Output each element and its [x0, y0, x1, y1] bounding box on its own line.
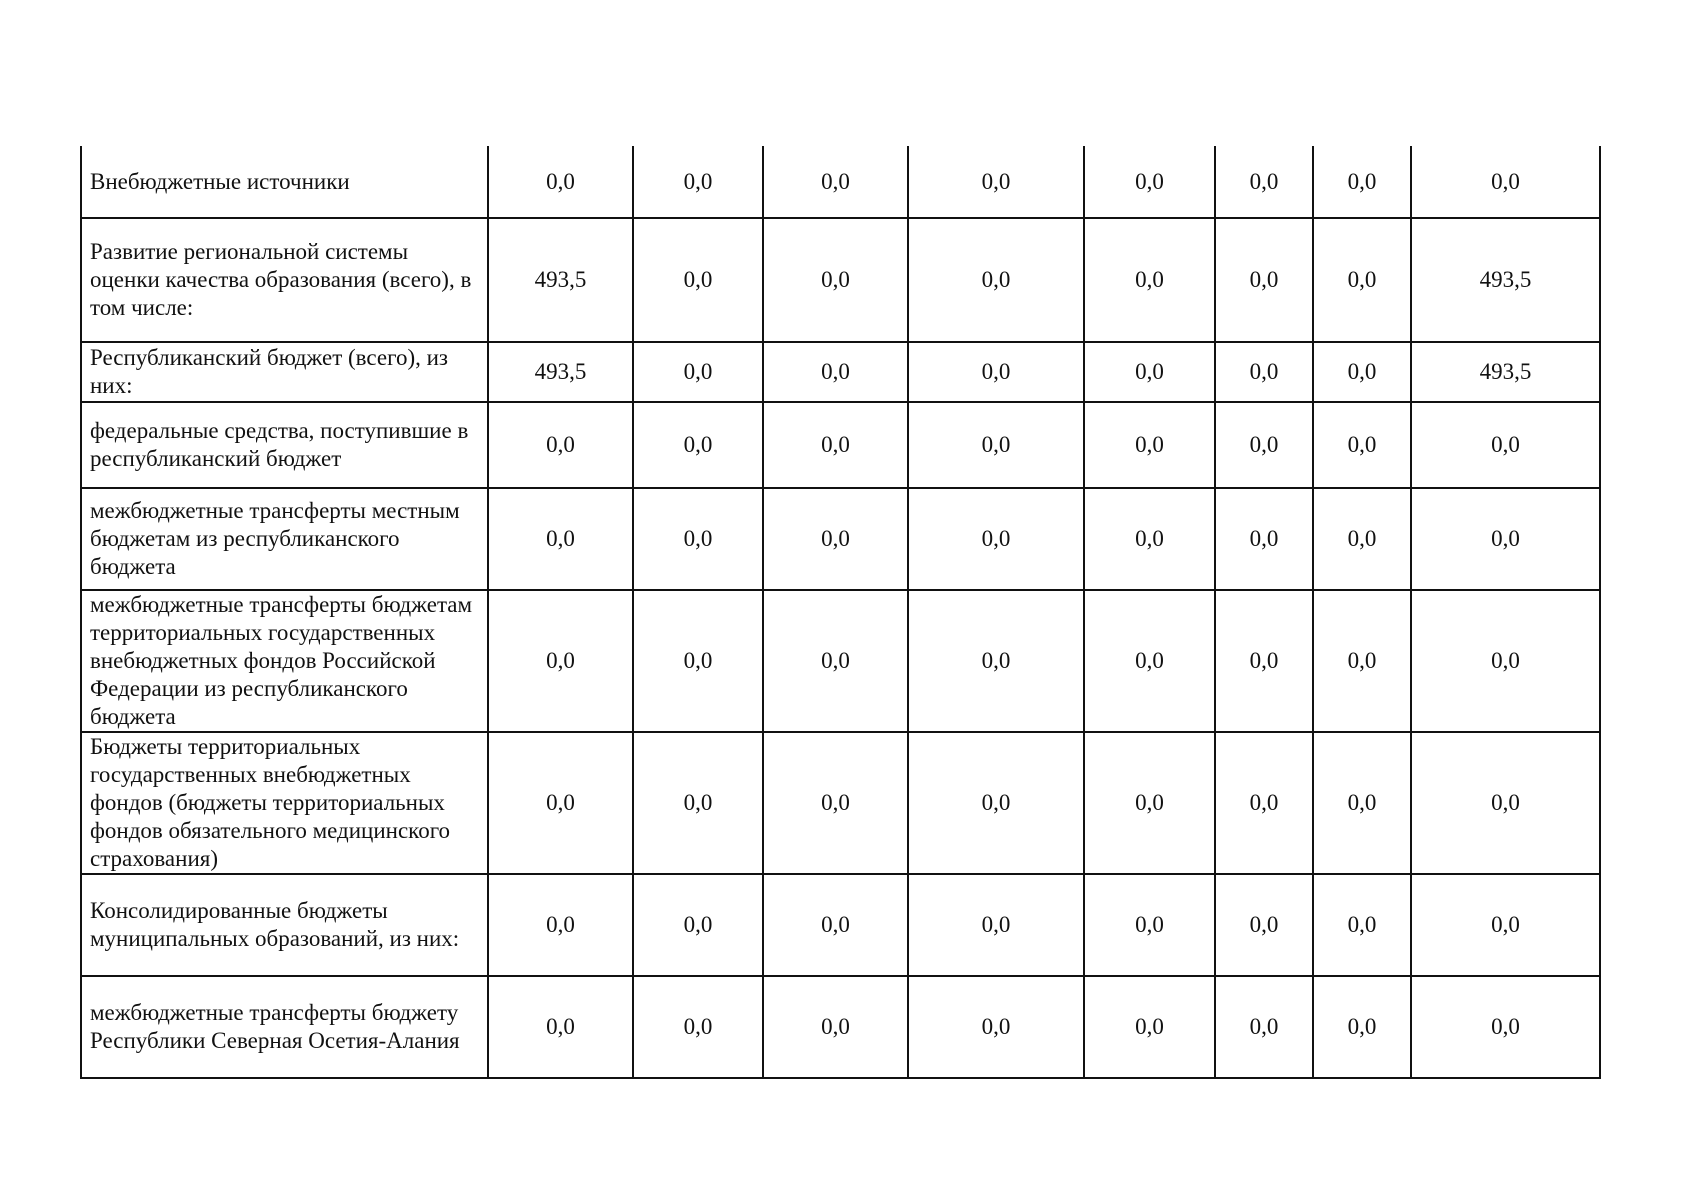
row-label: Развитие региональной системы оценки качества образования (всего), в том числе: — [81, 218, 488, 342]
value-cell: 0,0 — [488, 976, 633, 1078]
value-cell: 493,5 — [1411, 218, 1600, 342]
value-cell: 0,0 — [908, 590, 1084, 732]
value-cell: 493,5 — [488, 342, 633, 402]
value-cell: 0,0 — [488, 874, 633, 976]
value-cell: 0,0 — [763, 488, 908, 590]
value-cell: 0,0 — [763, 976, 908, 1078]
value-cell: 0,0 — [1313, 218, 1411, 342]
value-cell: 0,0 — [763, 590, 908, 732]
value-cell: 0,0 — [1411, 402, 1600, 488]
value-cell: 0,0 — [908, 732, 1084, 874]
table-row — [81, 402, 1600, 488]
value-cell: 0,0 — [1313, 874, 1411, 976]
value-cell: 0,0 — [763, 342, 908, 402]
value-cell: 0,0 — [1313, 342, 1411, 402]
value-cell: 0,0 — [1084, 488, 1215, 590]
value-cell: 0,0 — [908, 976, 1084, 1078]
value-cell: 0,0 — [1411, 976, 1600, 1078]
value-cell: 0,0 — [488, 488, 633, 590]
value-cell: 0,0 — [1313, 146, 1411, 218]
value-cell: 0,0 — [488, 402, 633, 488]
value-cell: 0,0 — [633, 976, 763, 1078]
row-label: межбюджетные трансферты местным бюджетам из республиканского бюджета — [81, 488, 488, 590]
value-cell: 0,0 — [1313, 402, 1411, 488]
value-cell: 0,0 — [1084, 146, 1215, 218]
value-cell: 0,0 — [1215, 488, 1313, 590]
budget-table-body — [81, 146, 1600, 1078]
value-cell: 0,0 — [763, 732, 908, 874]
row-label: Бюджеты территориальных государственных внебюджетных фондов (бюджеты территориальных фондов обязательного медицинского страхования) — [81, 732, 488, 874]
value-cell: 0,0 — [763, 402, 908, 488]
value-cell: 0,0 — [633, 146, 763, 218]
value-cell: 0,0 — [763, 874, 908, 976]
value-cell: 0,0 — [1313, 488, 1411, 590]
value-cell: 0,0 — [633, 218, 763, 342]
value-cell: 0,0 — [1084, 590, 1215, 732]
value-cell: 0,0 — [1215, 402, 1313, 488]
table-row — [81, 590, 1600, 732]
value-cell: 0,0 — [908, 874, 1084, 976]
row-label: Внебюджетные источники — [81, 146, 488, 218]
value-cell: 0,0 — [1313, 976, 1411, 1078]
value-cell: 0,0 — [908, 488, 1084, 590]
value-cell: 0,0 — [1411, 146, 1600, 218]
table-row — [81, 732, 1600, 874]
value-cell: 0,0 — [633, 402, 763, 488]
value-cell: 0,0 — [763, 146, 908, 218]
row-label: Республиканский бюджет (всего), из них: — [81, 342, 488, 402]
table-row — [81, 488, 1600, 590]
table-row — [81, 146, 1600, 218]
value-cell: 0,0 — [1215, 218, 1313, 342]
value-cell: 0,0 — [1411, 488, 1600, 590]
value-cell: 0,0 — [1084, 976, 1215, 1078]
value-cell: 493,5 — [1411, 342, 1600, 402]
row-label: Консолидированные бюджеты муниципальных образований, из них: — [81, 874, 488, 976]
value-cell: 0,0 — [908, 402, 1084, 488]
value-cell: 0,0 — [1084, 402, 1215, 488]
value-cell: 0,0 — [1313, 590, 1411, 732]
value-cell: 0,0 — [633, 488, 763, 590]
value-cell: 0,0 — [1411, 590, 1600, 732]
value-cell: 0,0 — [1215, 590, 1313, 732]
table-row — [81, 976, 1600, 1078]
value-cell: 0,0 — [633, 732, 763, 874]
row-label: межбюджетные трансферты бюджетам территориальных государственных внебюджетных фондов Российской Федерации из республиканского бюджета — [81, 590, 488, 732]
value-cell: 0,0 — [1215, 874, 1313, 976]
row-label: межбюджетные трансферты бюджету Республики Северная Осетия-Алания — [81, 976, 488, 1078]
value-cell: 0,0 — [908, 342, 1084, 402]
value-cell: 0,0 — [908, 146, 1084, 218]
table-row — [81, 874, 1600, 976]
value-cell: 0,0 — [1411, 732, 1600, 874]
value-cell: 0,0 — [1313, 732, 1411, 874]
value-cell: 0,0 — [633, 874, 763, 976]
value-cell: 0,0 — [908, 218, 1084, 342]
value-cell: 0,0 — [488, 146, 633, 218]
value-cell: 0,0 — [633, 342, 763, 402]
value-cell: 0,0 — [1215, 146, 1313, 218]
value-cell: 0,0 — [1215, 732, 1313, 874]
value-cell: 0,0 — [1084, 732, 1215, 874]
budget-table — [80, 146, 1601, 1079]
table-row — [81, 218, 1600, 342]
value-cell: 0,0 — [488, 590, 633, 732]
value-cell: 0,0 — [1084, 218, 1215, 342]
value-cell: 0,0 — [633, 590, 763, 732]
value-cell: 0,0 — [1084, 342, 1215, 402]
value-cell: 0,0 — [1215, 342, 1313, 402]
row-label: федеральные средства, поступившие в республиканский бюджет — [81, 402, 488, 488]
value-cell: 0,0 — [1084, 874, 1215, 976]
value-cell: 0,0 — [1411, 874, 1600, 976]
value-cell: 0,0 — [488, 732, 633, 874]
table-row — [81, 342, 1600, 402]
value-cell: 493,5 — [488, 218, 633, 342]
value-cell: 0,0 — [1215, 976, 1313, 1078]
value-cell: 0,0 — [763, 218, 908, 342]
